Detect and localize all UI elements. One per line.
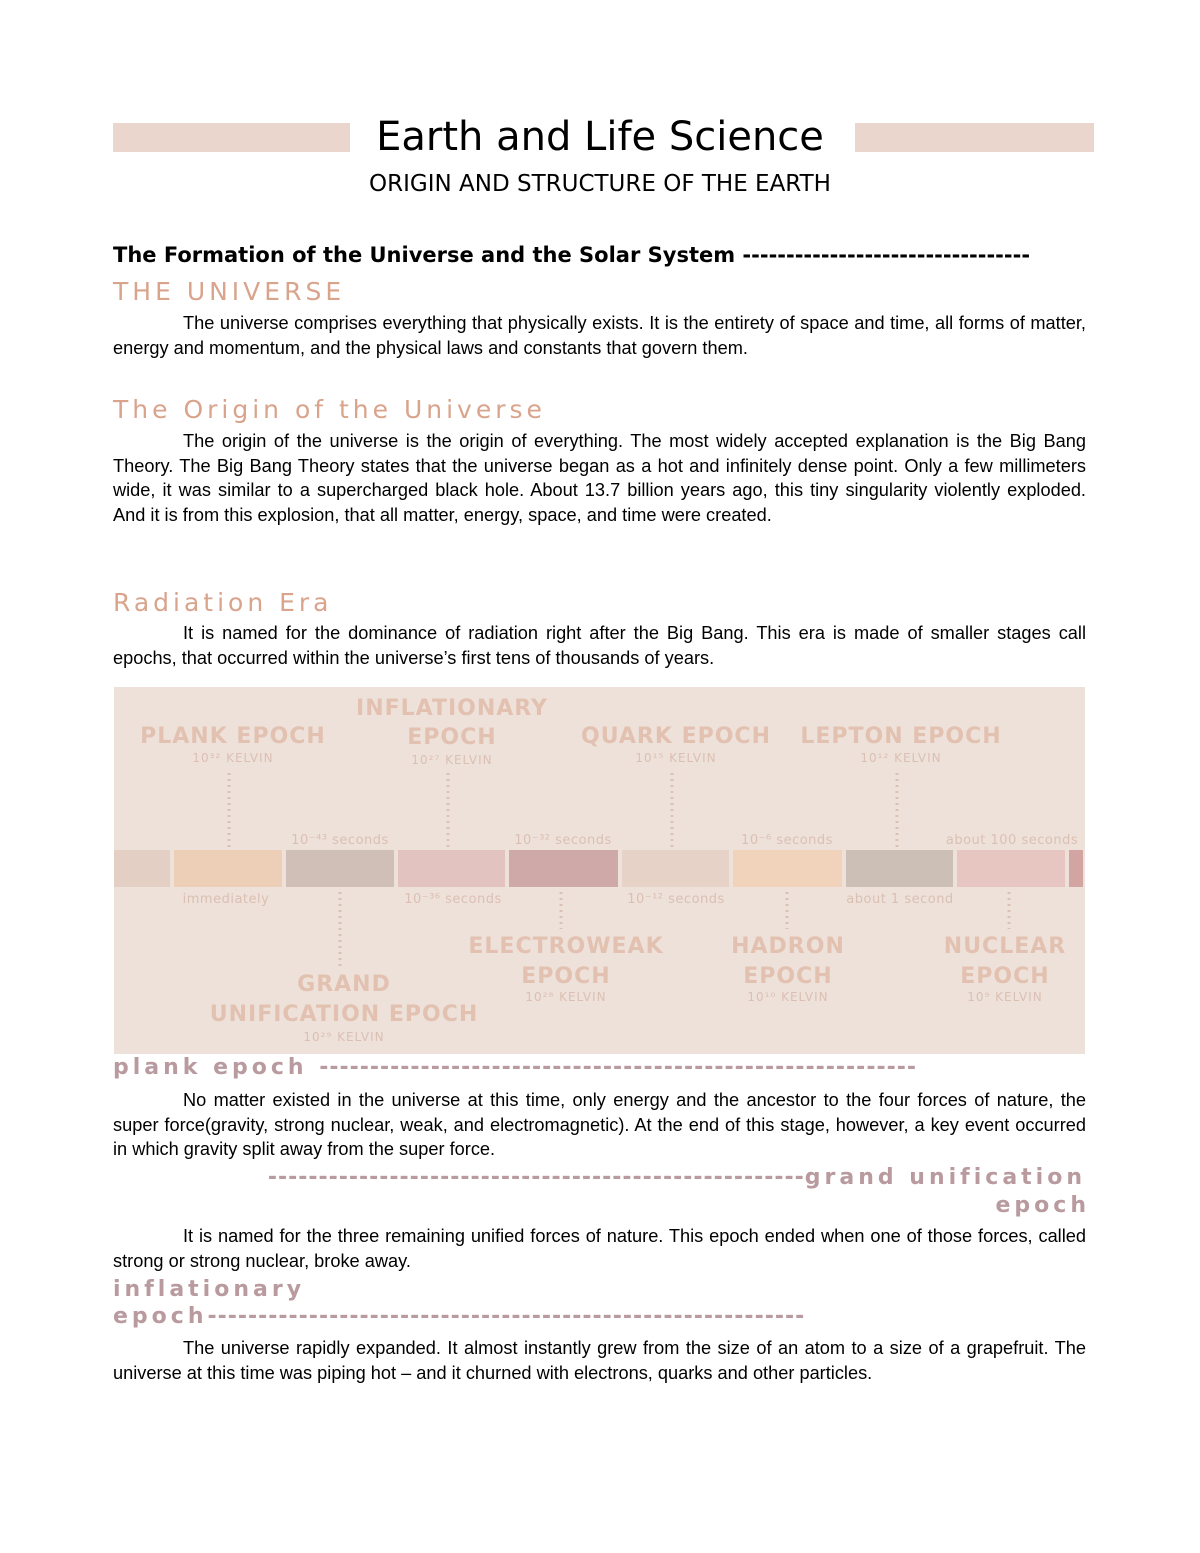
bottom-epoch-temp: 10²⁹ KELVIN: [303, 1030, 385, 1044]
timeline-segment: [733, 850, 842, 887]
top-epoch-name: INFLATIONARY: [356, 696, 548, 721]
plank-text: No matter existed in the universe at this time, only energy and the ancestor to the four forces of nature, the super force(gravity, strong nuclear, weak, and electromagnetic). At the end of this stage, however, a key event occurred in which gravity split away from the super force.: [113, 1090, 1086, 1159]
bottom-epoch-name: EPOCH: [960, 964, 1050, 989]
top-epoch-temp: 10²⁷ KELVIN: [411, 753, 493, 767]
timeline-segment: [398, 850, 505, 887]
top-time-label: 10⁻⁶ seconds: [741, 833, 833, 848]
top-epoch-name: PLANK EPOCH: [140, 724, 326, 749]
grand-paragraph: [113, 1224, 1086, 1273]
inflationary-dashes: -----------------------------------------------------------: [207, 1304, 806, 1329]
plank-paragraph: [113, 1088, 1086, 1162]
origin-text: The origin of the universe is the origin of everything. The most widely accepted explanation is the Big Bang Theory. The Big Bang Theory states that the universe began as a hot and infinitely dense point. Only a few millimeters wide, it was similar to a supercharged black hole. About 13.7 billion years ago, this tiny singularity violently exploded. And it is from this explosion, that all matter, energy, space, and time were created.: [113, 431, 1086, 525]
inflationary-heading-2: epoch: [113, 1304, 208, 1329]
top-time-label: about 100 seconds: [945, 833, 1079, 848]
radiation-paragraph: [113, 621, 1086, 670]
plank-heading: plank epoch: [113, 1055, 308, 1080]
bottom-time-label: 10⁻¹² seconds: [627, 892, 725, 907]
top-epoch-name: QUARK EPOCH: [581, 724, 771, 749]
bottom-epoch-name: NUCLEAR: [943, 934, 1067, 959]
timeline-segment: [509, 850, 618, 887]
radiation-heading: Radiation Era: [113, 588, 333, 617]
universe-text: The universe comprises everything that physically exists. It is the entirety of space and time, all forms of matter, energy and momentum, and the physical laws and constants that govern them.: [113, 313, 1086, 358]
epoch-timeline: [114, 687, 1085, 1054]
origin-paragraph: [113, 429, 1086, 527]
bottom-epoch-temp: 10²⁸ KELVIN: [525, 990, 607, 1004]
grand-text: It is named for the three remaining unified forces of nature. This epoch ended when one of those forces, called strong or strong nuclear, broke away.: [113, 1226, 1086, 1271]
timeline-segment: [1069, 850, 1083, 887]
timeline-segment: [114, 850, 170, 887]
plank-heading-line: [113, 1055, 917, 1080]
timeline-segment: [286, 850, 394, 887]
bottom-epoch-name: EPOCH: [743, 964, 833, 989]
timeline-segment: [846, 850, 953, 887]
bottom-time-label: 10⁻³⁶ seconds: [404, 892, 502, 907]
timeline-segment: [622, 850, 729, 887]
origin-heading: The Origin of the Universe: [113, 395, 546, 424]
page-subtitle: ORIGIN AND STRUCTURE OF THE EARTH: [369, 171, 831, 197]
universe-heading: THE UNIVERSE: [113, 277, 346, 306]
inflationary-heading-1: inflationary: [113, 1277, 306, 1302]
grand-dashes: -----------------------------------------------------: [267, 1165, 805, 1190]
inflationary-text: The universe rapidly expanded. It almost instantly grew from the size of an atom to a size of a grapefruit. The universe at this time was piping hot – and it churned with electrons, quarks and other particles.: [113, 1338, 1086, 1383]
page-title: Earth and Life Science: [376, 114, 824, 160]
top-time-label: 10⁻³² seconds: [514, 833, 612, 848]
inflationary-paragraph: [113, 1336, 1086, 1385]
bottom-time-label: immediately: [182, 892, 270, 907]
top-epoch-name: EPOCH: [407, 725, 497, 750]
top-epoch-name: LEPTON EPOCH: [800, 724, 1002, 749]
bottom-epoch-temp: 10¹⁰ KELVIN: [747, 990, 829, 1004]
bottom-epoch-name: HADRON: [731, 934, 845, 959]
inflationary-heading-line2: [113, 1304, 805, 1329]
radiation-text: It is named for the dominance of radiation right after the Big Bang. This era is made of smaller stages call epochs, that occurred within the universe’s first tens of thousands of years.: [113, 623, 1086, 668]
top-epoch-temp: 10³² KELVIN: [192, 751, 274, 765]
section-title: The Formation of the Universe and the Solar System ---------------------------------: [113, 243, 1031, 267]
bottom-epoch-name: EPOCH: [521, 964, 611, 989]
grand-heading-1: grand unification: [804, 1165, 1086, 1190]
grand-heading-line2: epoch: [995, 1193, 1090, 1218]
bottom-epoch-name: GRAND: [297, 972, 391, 997]
bottom-epoch-name: ELECTROWEAK: [468, 934, 664, 959]
top-epoch-temp: 10¹⁵ KELVIN: [635, 751, 717, 765]
bottom-epoch-temp: 10⁹ KELVIN: [967, 990, 1043, 1004]
top-epoch-temp: 10¹² KELVIN: [860, 751, 942, 765]
plank-dashes: -----------------------------------------------------------: [319, 1055, 917, 1080]
grand-heading-line1: [268, 1165, 1086, 1190]
timeline-segment: [174, 850, 282, 887]
top-time-label: 10⁻⁴³ seconds: [291, 833, 389, 848]
universe-paragraph: [113, 311, 1086, 360]
epoch-timeline-svg: [114, 687, 1085, 1054]
bottom-time-label: about 1 second: [846, 892, 954, 907]
bottom-epoch-name: UNIFICATION EPOCH: [209, 1002, 479, 1027]
timeline-segment: [957, 850, 1065, 887]
